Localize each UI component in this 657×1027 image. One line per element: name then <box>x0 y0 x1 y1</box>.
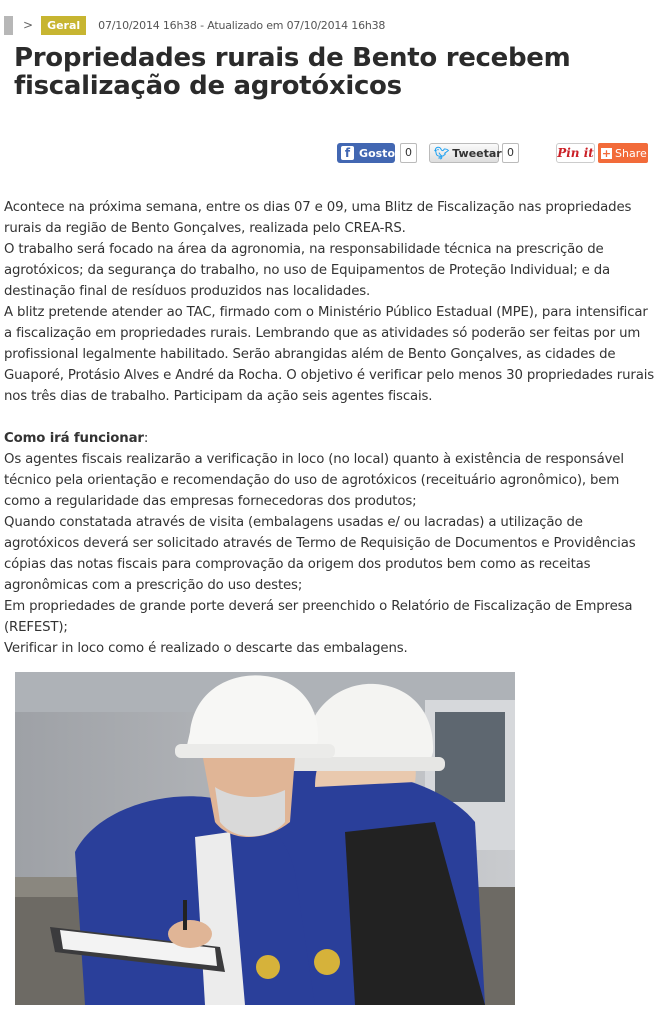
section-heading: Como irá funcionar <box>4 431 144 446</box>
article-photo[interactable] <box>15 672 515 1005</box>
addthis-share-button[interactable] <box>598 143 648 163</box>
plus-icon: + <box>601 146 612 160</box>
facebook-icon: f <box>341 146 354 160</box>
dateline: 07/10/2014 16h38 - Atualizado em 07/10/2014 16h38 <box>98 18 386 32</box>
twitter-tweet-button[interactable] <box>429 143 502 163</box>
article-list-item: Verificar in loco como é realizado o descarte das embalagens. <box>4 641 408 656</box>
facebook-like-label: Gosto <box>359 146 395 160</box>
article-list-item: Quando constatada através de visita (embalagens usadas e/ ou lacradas) a utilização de agrotóxicos deverá ser solicitado através de Termo de Requisição de Documentos e Providências cópias das notas fiscais para comprovação da origem dos produtos bem como as receitas agronômicas com a prescrição do uso destes; <box>4 515 636 593</box>
inspectors-photo-illustration <box>15 672 515 1005</box>
article-paragraph: O trabalho será focado na área da agronomia, na responsabilidade técnica na prescrição de agrotóxicos; da segurança do trabalho, no uso de Equipamentos de Proteção Individual; e da destinação final de resíduos produzidos nas localidades. <box>4 242 611 299</box>
twitter-bird-icon: 🐦︎ <box>434 146 450 160</box>
article-paragraph: A blitz pretende atender ao TAC, firmado com o Ministério Público Estadual (MPE), para intensificar a fiscalização em propriedades rurais. Lembrando que as atividades só poderão ser feitas por um profissional legalmente habilitado. Serão abrangidas além de Bento Gonçalves, as cidades de Guaporé, Protásio Alves e André da Rocha. O objetivo é verificar pelo menos 30 propriedades rurais nos três dias de trabalho. Participam da ação seis agentes fiscais. <box>4 305 655 404</box>
facebook-like-count: 0 <box>400 143 417 163</box>
article-list-item: Os agentes fiscais realizarão a verificação in loco (no local) quanto à existência de responsável técnico pela orientação e recomendação do uso de agrotóxicos (receituário agronômico), bem como a regularidade das empresas fornecedoras dos produtos; <box>4 452 624 509</box>
meta-bar <box>4 14 385 36</box>
facebook-like-button[interactable] <box>337 143 395 163</box>
twitter-tweet-count: 0 <box>502 143 519 163</box>
breadcrumb-chevron-icon: > <box>23 18 34 32</box>
section-heading-line <box>4 428 654 449</box>
article-body <box>4 197 654 659</box>
category-badge[interactable]: Geral <box>41 16 86 35</box>
meta-square-icon <box>4 16 13 35</box>
page-title: Propriedades rurais de Bento recebem fiscalização de agrotóxicos <box>14 43 571 101</box>
article-list-item: Em propriedades de grande porte deverá ser preenchido o Relatório de Fiscalização de Empresa (REFEST); <box>4 599 633 635</box>
pinterest-pin-button[interactable]: Pin it <box>556 143 595 163</box>
share-label: Share <box>615 146 647 160</box>
article-paragraph: Acontece na próxima semana, entre os dias 07 e 09, uma Blitz de Fiscalização nas propriedades rurais da região de Bento Gonçalves, realizada pelo CREA-RS. <box>4 200 632 236</box>
share-bar <box>0 141 657 165</box>
paragraph-gap <box>4 407 654 428</box>
section-heading-colon: : <box>143 431 149 446</box>
twitter-tweet-label: Tweetar <box>452 146 502 160</box>
